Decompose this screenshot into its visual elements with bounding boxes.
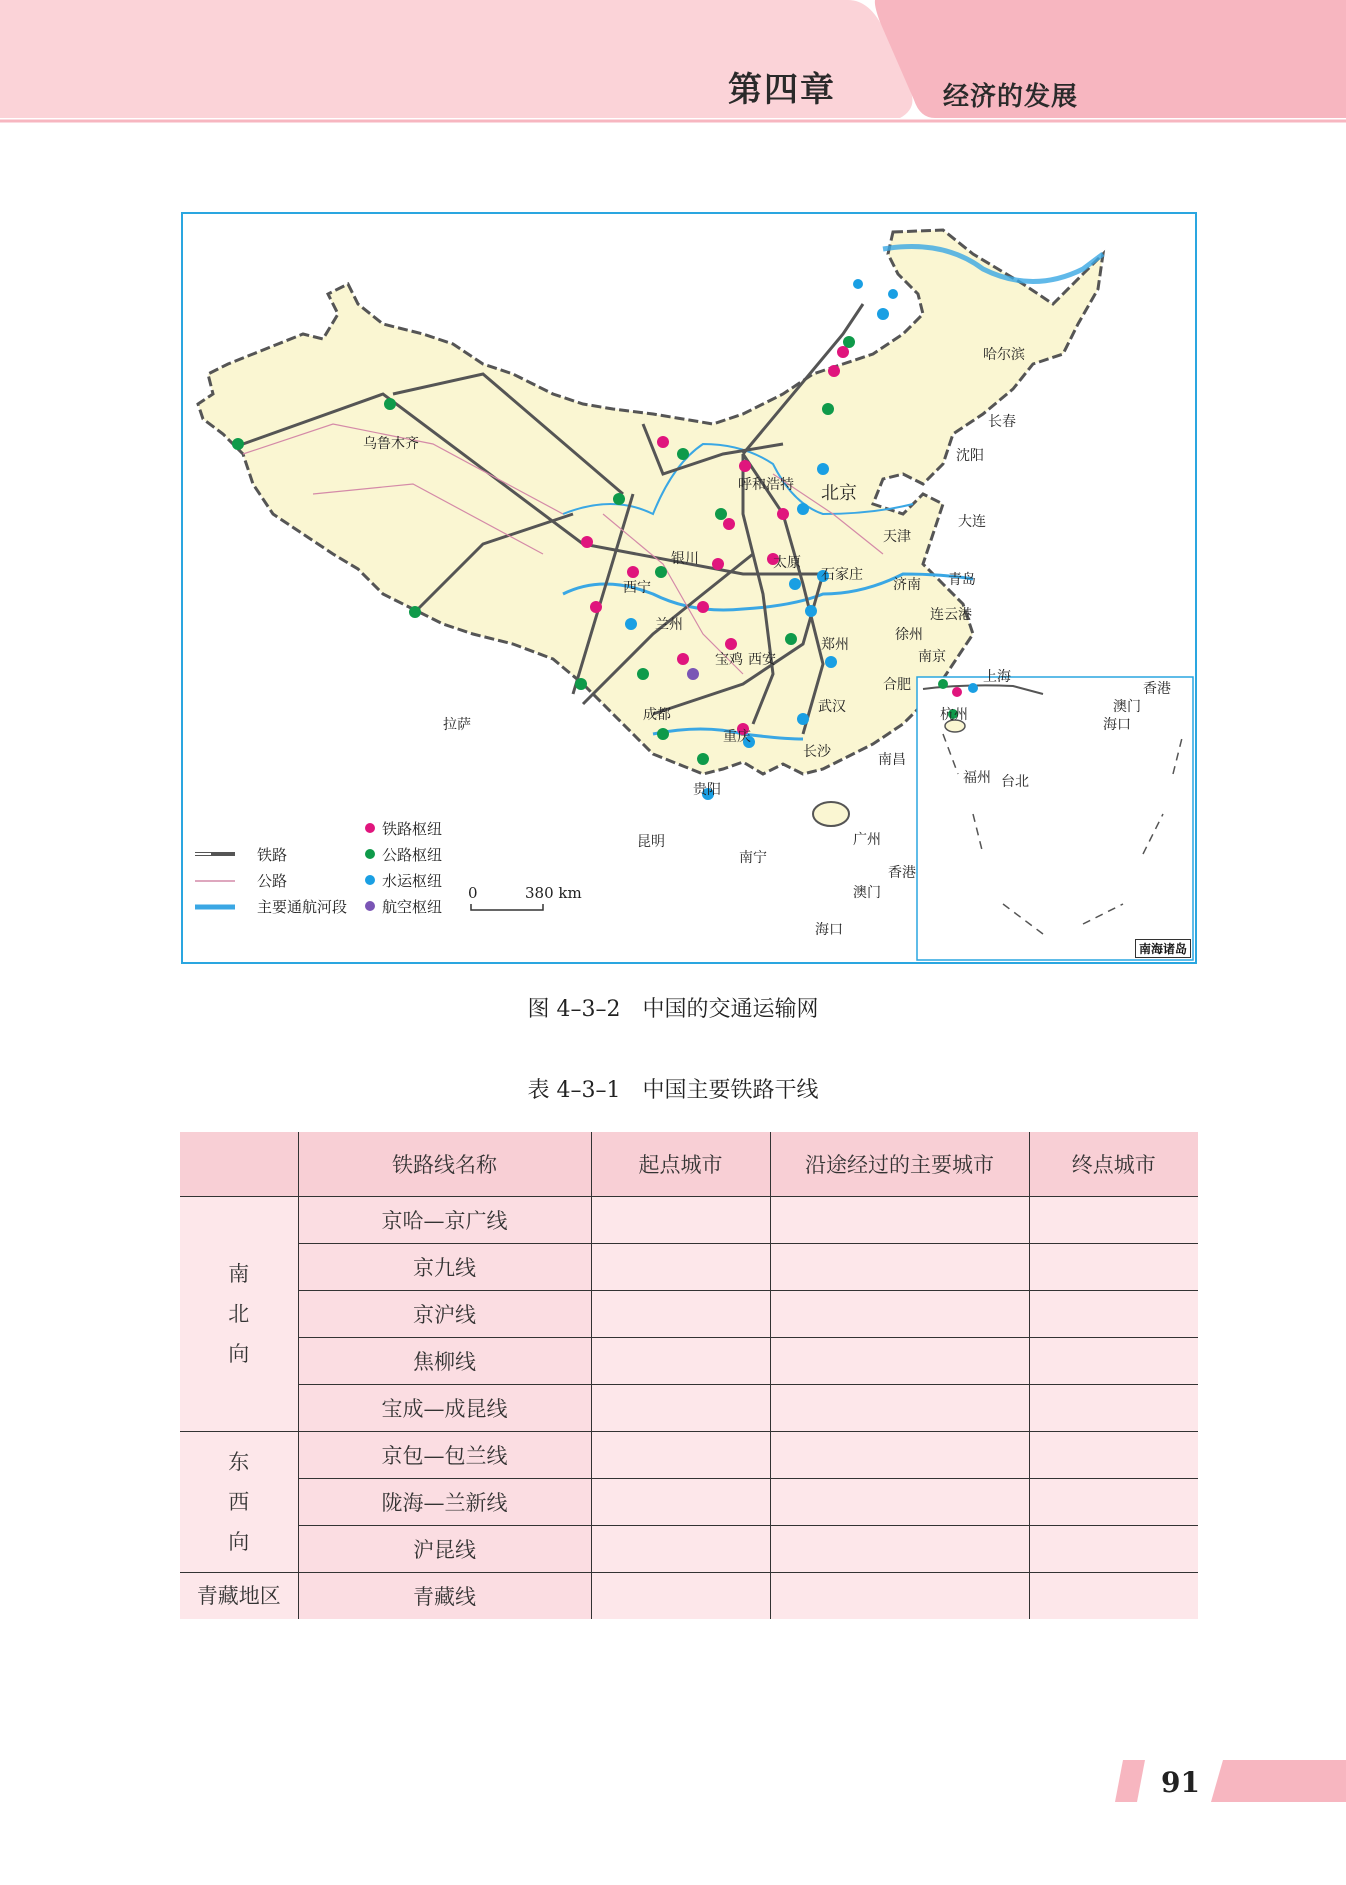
via-cities-cell[interactable] [770,1432,1029,1479]
city-label: 长沙 [803,744,831,760]
city-label: 宝鸡 [715,652,743,668]
group-qinghai-tibet: 青藏地区 [180,1573,298,1620]
city-label: 郑州 [821,637,849,653]
legend-railway: 铁路 [257,846,288,864]
city-label: 杭州 [940,707,968,723]
city-label: 兰州 [655,617,683,633]
city-label-capital: 北京 [821,483,857,504]
via-cities-cell[interactable] [770,1291,1029,1338]
figure-caption: 图 4–3–2 中国的交通运输网 [527,997,819,1022]
city-label: 海口 [815,922,843,938]
table-row [180,1573,1198,1620]
table-row [180,1526,1198,1573]
city-label: 广州 [853,832,881,848]
scale-zero: 0 [468,884,478,902]
city-label: 呼和浩特 [738,477,794,493]
railway-name: 青藏线 [298,1573,591,1620]
legend-waterway: 主要通航河段 [257,898,348,916]
group-label-char: 东 [228,1450,250,1474]
start-city-cell[interactable] [591,1432,770,1479]
group-label-char: 西 [228,1490,250,1514]
via-cities-cell[interactable] [770,1526,1029,1573]
city-label: 济南 [893,577,921,593]
via-cities-cell[interactable] [770,1338,1029,1385]
hainan-island [813,802,849,826]
city-label: 太原 [773,555,801,571]
page-number-tab [1115,1760,1346,1802]
railway-table [180,1132,1198,1619]
inset-city-label: 海口 [1103,717,1131,733]
city-label: 武汉 [818,699,846,715]
end-city-cell[interactable] [1029,1244,1198,1291]
city-label: 银川 [671,551,699,567]
group-label-char: 向 [228,1342,250,1366]
end-city-cell[interactable] [1029,1385,1198,1432]
table-row [180,1479,1198,1526]
via-cities-cell[interactable] [770,1479,1029,1526]
city-label: 成都 [643,707,671,723]
legend-water-hub: 水运枢纽 [382,872,443,890]
scale-length: 380 km [525,884,582,902]
map-graphic [183,214,1195,962]
city-label: 连云港 [930,607,972,623]
start-city-cell[interactable] [591,1479,770,1526]
legend-rail-hub: 铁路枢纽 [382,820,443,838]
table-row [180,1385,1198,1432]
group-label-char: 北 [228,1302,250,1326]
header-cell [180,1132,298,1197]
via-cities-cell[interactable] [770,1197,1029,1244]
city-label: 上海 [983,669,1011,685]
city-label: 西宁 [623,580,651,596]
header-cell: 起点城市 [591,1132,770,1197]
header-cell: 铁路线名称 [298,1132,591,1197]
city-label: 石家庄 [821,567,863,583]
table-row [180,1338,1198,1385]
legend-air-hub: 航空枢纽 [382,898,443,916]
city-label: 西安 [748,652,776,668]
table-header-row [180,1132,1198,1197]
railway-name: 京九线 [298,1244,591,1291]
group-label-char: 南 [228,1262,250,1286]
start-city-cell[interactable] [591,1291,770,1338]
via-cities-cell[interactable] [770,1244,1029,1291]
city-label: 合肥 [883,677,911,693]
end-city-cell[interactable] [1029,1573,1198,1620]
page-header [0,0,1346,125]
table-caption: 表 4–3–1 中国主要铁路干线 [527,1078,819,1103]
city-label: 长春 [988,414,1016,430]
city-label: 沈阳 [956,448,984,464]
city-label: 徐州 [895,627,923,643]
start-city-cell[interactable] [591,1197,770,1244]
railway-name: 京包—包兰线 [298,1432,591,1479]
city-label: 昆明 [637,834,665,850]
end-city-cell[interactable] [1029,1338,1198,1385]
header-cell: 沿途经过的主要城市 [770,1132,1029,1197]
header-banner [0,0,1346,125]
railway-name: 京哈—京广线 [298,1197,591,1244]
chapter-number: 第四章 [728,70,836,110]
group-label-char: 向 [228,1530,250,1554]
city-label: 福州 [963,770,991,786]
city-label: 哈尔滨 [983,347,1025,363]
city-label: 青岛 [948,572,976,588]
table-row [180,1197,1198,1244]
via-cities-cell[interactable] [770,1385,1029,1432]
table-row [180,1244,1198,1291]
railway-name: 宝成—成昆线 [298,1385,591,1432]
header-cell: 终点城市 [1029,1132,1198,1197]
legend-highway: 公路 [257,872,288,890]
table-row [180,1291,1198,1338]
railway-name: 沪昆线 [298,1526,591,1573]
city-label: 大连 [958,514,986,530]
city-label: 拉萨 [443,717,471,733]
inset-title: 南海诸岛 [1135,939,1191,958]
city-label: 重庆 [723,729,751,745]
inset-city-label: 澳门 [1113,699,1141,715]
start-city-cell[interactable] [591,1244,770,1291]
end-city-cell[interactable] [1029,1526,1198,1573]
start-city-cell[interactable] [591,1526,770,1573]
city-label: 台北 [1001,774,1029,790]
city-label: 南京 [918,649,946,665]
via-cities-cell[interactable] [770,1573,1029,1620]
inset-city-label: 香港 [1143,681,1171,697]
end-city-cell[interactable] [1029,1291,1198,1338]
railway-name: 焦柳线 [298,1338,591,1385]
city-label: 澳门 [853,885,881,901]
chapter-title: 经济的发展 [943,82,1079,112]
city-label: 香港 [888,865,916,881]
city-label: 乌鲁木齐 [363,436,419,452]
city-label: 贵阳 [693,782,721,798]
city-label: 天津 [883,529,911,545]
page-number: 91 [1161,1766,1200,1799]
start-city-cell[interactable] [591,1573,770,1620]
city-label: 南宁 [739,850,767,866]
legend-symbols [195,823,543,911]
start-city-cell[interactable] [591,1338,770,1385]
group-east-west [180,1432,298,1573]
table-row [180,1432,1198,1479]
end-city-cell[interactable] [1029,1479,1198,1526]
start-city-cell[interactable] [591,1385,770,1432]
legend-road-hub: 公路枢纽 [382,846,443,864]
railway-name: 陇海—兰新线 [298,1479,591,1526]
end-city-cell[interactable] [1029,1197,1198,1244]
group-north-south [180,1197,298,1432]
railway-name: 京沪线 [298,1291,591,1338]
page-number-banner [1115,1760,1346,1802]
transport-map [181,212,1197,964]
city-label: 南昌 [878,752,906,768]
end-city-cell[interactable] [1029,1432,1198,1479]
